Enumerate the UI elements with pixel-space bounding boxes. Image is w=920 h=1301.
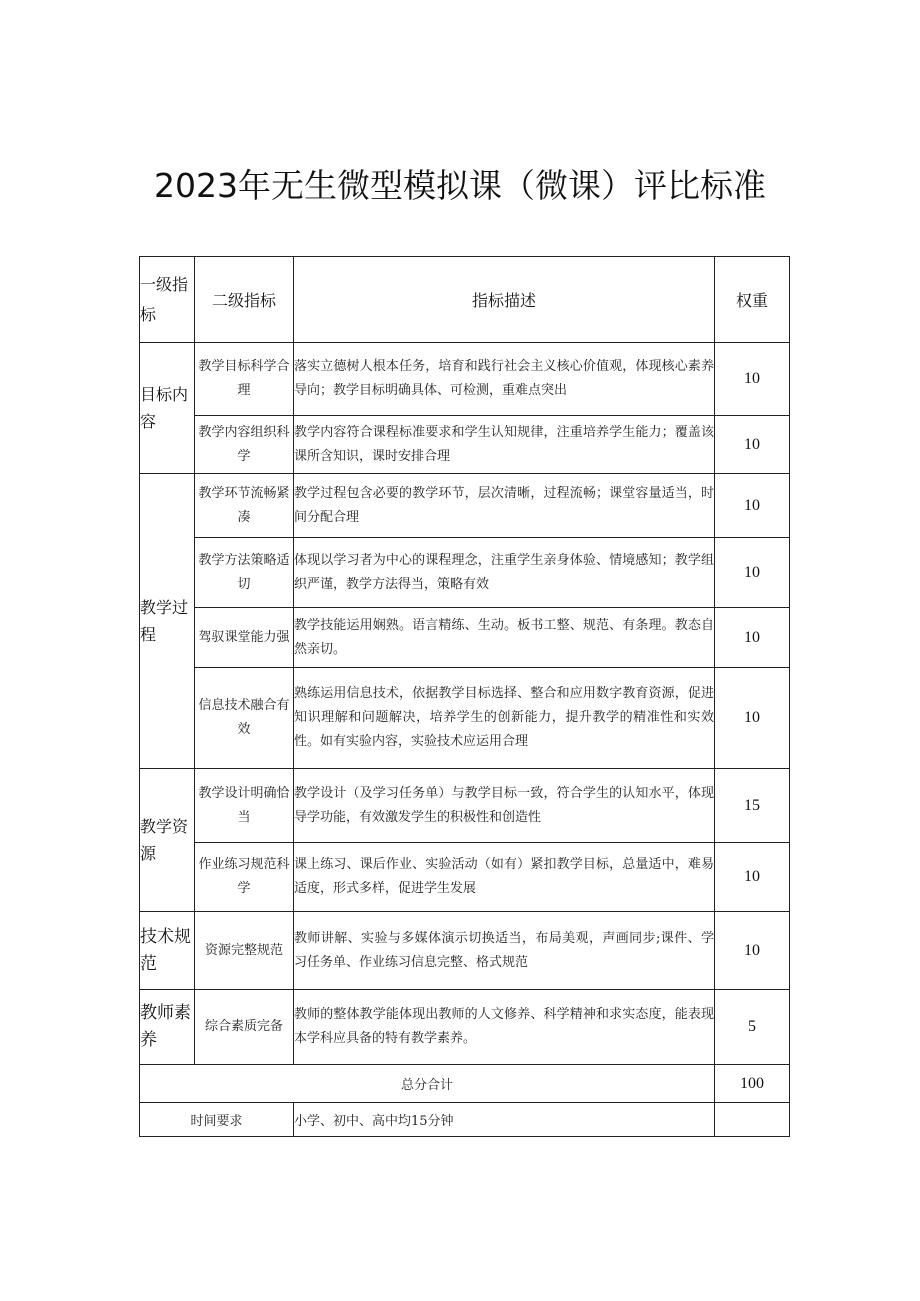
level1-cell: 教学过程 <box>140 474 195 769</box>
description-cell: 熟练运用信息技术，依据教学目标选择、整合和应用数字教育资源，促进知识理解和问题解决，培养学生的创新能力，提升教学的精准性和实效性。如有实验内容，实验技术应运用合理 <box>294 668 715 769</box>
weight-cell: 10 <box>715 474 790 538</box>
level1-cell: 教师素养 <box>140 990 195 1065</box>
table-row <box>140 668 790 769</box>
level1-cell: 技术规范 <box>140 912 195 990</box>
header-weight: 权重 <box>715 257 790 343</box>
level2-cell: 教学方法策略适切 <box>195 538 294 608</box>
description-cell: 教学设计（及学习任务单）与教学目标一致，符合学生的认知水平，体现导学功能，有效激发学生的积极性和创造性 <box>294 769 715 843</box>
header-description: 指标描述 <box>294 257 715 343</box>
description-cell: 教学过程包含必要的教学环节，层次清晰，过程流畅；课堂容量适当，时间分配合理 <box>294 474 715 538</box>
level2-cell: 作业练习规范科学 <box>195 843 294 912</box>
total-row <box>140 1065 790 1103</box>
description-cell: 课上练习、课后作业、实验活动（如有）紧扣教学目标，总量适中，难易适度，形式多样，促进学生发展 <box>294 843 715 912</box>
weight-cell: 10 <box>715 416 790 474</box>
table-row <box>140 538 790 608</box>
level2-cell: 驾驭课堂能力强 <box>195 608 294 668</box>
weight-cell: 10 <box>715 538 790 608</box>
weight-cell: 10 <box>715 668 790 769</box>
level2-cell: 教学目标科学合理 <box>195 343 294 416</box>
total-value: 100 <box>715 1065 790 1103</box>
table-row <box>140 843 790 912</box>
description-cell: 教学技能运用娴熟。语言精练、生动。板书工整、规范、有条理。教态自然亲切。 <box>294 608 715 668</box>
time-row <box>140 1103 790 1137</box>
level2-cell: 综合素质完备 <box>195 990 294 1065</box>
level2-cell: 教学设计明确恰当 <box>195 769 294 843</box>
weight-cell: 10 <box>715 608 790 668</box>
table-row <box>140 416 790 474</box>
header-level2: 二级指标 <box>195 257 294 343</box>
criteria-table <box>139 256 790 1137</box>
level1-cell: 教学资源 <box>140 769 195 912</box>
description-cell: 教师的整体教学能体现出教师的人文修养、科学精神和求实态度，能表现本学科应具备的特有教学素养。 <box>294 990 715 1065</box>
total-label: 总分合计 <box>140 1065 715 1103</box>
description-cell: 教师讲解、实验与多媒体演示切换适当，布局美观，声画同步;课件、学习任务单、作业练习信息完整、格式规范 <box>294 912 715 990</box>
level2-cell: 信息技术融合有效 <box>195 668 294 769</box>
time-value: 小学、初中、高中均15分钟 <box>294 1103 715 1137</box>
level2-cell: 教学环节流畅紧凑 <box>195 474 294 538</box>
header-row <box>140 257 790 343</box>
description-cell: 教学内容符合课程标准要求和学生认知规律，注重培养学生能力；覆盖该课所含知识，课时安排合理 <box>294 416 715 474</box>
table-row <box>140 343 790 416</box>
time-label: 时间要求 <box>140 1103 294 1137</box>
table-row <box>140 912 790 990</box>
weight-cell: 5 <box>715 990 790 1065</box>
table-row <box>140 474 790 538</box>
weight-cell: 10 <box>715 912 790 990</box>
time-empty-cell <box>715 1103 790 1137</box>
weight-cell: 10 <box>715 343 790 416</box>
weight-cell: 10 <box>715 843 790 912</box>
header-level1: 一级指标 <box>140 257 195 343</box>
page-title: 2023年无生微型模拟课（微课）评比标准 <box>154 166 766 205</box>
description-cell: 体现以学习者为中心的课程理念，注重学生亲身体验、情境感知；教学组织严谨，教学方法得当，策略有效 <box>294 538 715 608</box>
level2-cell: 教学内容组织科学 <box>195 416 294 474</box>
level2-cell: 资源完整规范 <box>195 912 294 990</box>
table-row <box>140 990 790 1065</box>
description-cell: 落实立德树人根本任务，培育和践行社会主义核心价值观，体现核心素养导向；教学目标明确具体、可检测，重难点突出 <box>294 343 715 416</box>
level1-cell: 目标内容 <box>140 343 195 474</box>
table-row <box>140 608 790 668</box>
weight-cell: 15 <box>715 769 790 843</box>
table-row <box>140 769 790 843</box>
